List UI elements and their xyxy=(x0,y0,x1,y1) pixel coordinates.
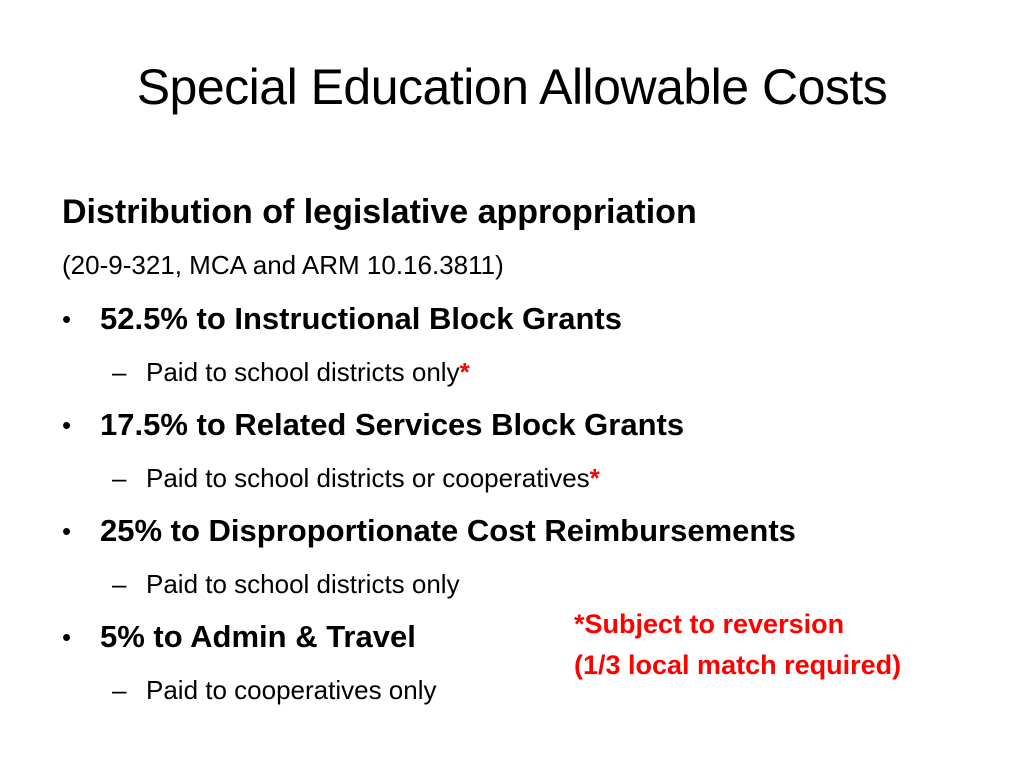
dash-icon: – xyxy=(112,675,127,705)
citation: (20-9-321, MCA and ARM 10.16.3811) xyxy=(62,250,504,280)
bullet-text: 52.5% to Instructional Block Grants xyxy=(100,301,622,336)
dash-icon: – xyxy=(112,357,127,387)
reversion-note xyxy=(574,604,901,686)
bullet-item xyxy=(62,504,982,558)
bullet-icon: • xyxy=(62,622,72,652)
bullet-item xyxy=(62,292,982,346)
sub-bullet-text: Paid to school districts or cooperatives xyxy=(146,463,590,493)
reversion-note-line: *Subject to reversion xyxy=(574,609,845,639)
sub-bullet-text: Paid to school districts only xyxy=(146,569,460,599)
dash-icon: – xyxy=(112,569,127,599)
bullet-icon: • xyxy=(62,516,72,546)
asterisk-marker: * xyxy=(589,463,600,493)
dash-icon: – xyxy=(112,463,127,493)
sub-bullet-text: Paid to cooperatives only xyxy=(146,675,437,705)
sub-bullet-item xyxy=(62,558,982,610)
reversion-note-line: (1/3 local match required) xyxy=(574,650,902,680)
asterisk-marker: * xyxy=(459,357,470,387)
bullet-icon: • xyxy=(62,304,72,334)
page-title: Special Education Allowable Costs xyxy=(136,59,888,115)
sub-bullet-item xyxy=(62,452,982,504)
bullet-item xyxy=(62,398,982,452)
sub-bullet-text: Paid to school districts only xyxy=(146,357,460,387)
bullet-text: 17.5% to Related Services Block Grants xyxy=(100,407,685,442)
bullet-text: 25% to Disproportionate Cost Reimbursements xyxy=(100,513,796,548)
sub-bullet-item xyxy=(62,346,982,398)
bullet-icon: • xyxy=(62,410,72,440)
bullet-text: 5% to Admin & Travel xyxy=(100,619,416,654)
section-heading: Distribution of legislative appropriation xyxy=(62,193,697,231)
